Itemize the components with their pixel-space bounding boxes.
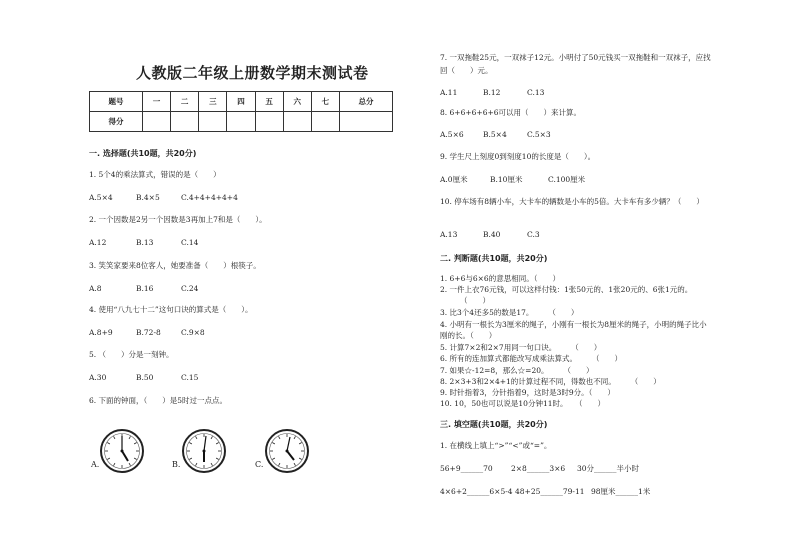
statement: 刚的长。（ ） — [440, 331, 497, 340]
statement: 8. 2×3+3和2×4+1的计算过程不同，得数也不同。 （ ） — [440, 377, 661, 386]
table-cell: 题号 — [90, 92, 143, 112]
question-text: 4. 使用“八九七十二”这句口诀的算式是（ ）。 — [89, 305, 253, 314]
statement: 2. 一件上衣76元钱，可以这样付钱：1张50元的、1张20元的、6张1元的。 — [440, 285, 693, 294]
fill-blank[interactable]: 2×8______3×6 — [511, 464, 566, 473]
score-table — [89, 91, 393, 132]
statement: 3. 比3个4还多5的数是17。 （ ） — [440, 308, 579, 317]
question-text: 5. （ ）分是一刻钟。 — [89, 350, 174, 359]
score-cell[interactable] — [283, 112, 311, 132]
question-text: 2. 一个因数是2另一个因数是3再加上7和是（ ）。 — [89, 215, 267, 224]
option: C.100厘米 — [548, 175, 586, 184]
question-text: 7. 一双拖鞋25元，一双袜子12元。小明付了50元钱买一双拖鞋和一双袜子，应找 — [440, 53, 711, 62]
option: C.9×8 — [181, 328, 205, 337]
score-cell[interactable] — [255, 112, 283, 132]
option: A.12 — [89, 238, 107, 247]
option: B.5×4 — [483, 130, 507, 139]
option: B.13 — [136, 238, 154, 247]
question-text: 10. 停车场有8辆小车，大卡车的辆数是小车的5倍。大卡车有多少辆？（ ） — [440, 197, 704, 206]
statement: 6. 所有的连加算式都能改写成乘法算式。 （ ） — [440, 354, 623, 363]
option: C.4+4+4+4+4 — [181, 193, 238, 202]
clock-icon — [99, 428, 145, 474]
question-text: 3. 笑笑家要来8位客人，她要准备（ ）根筷子。 — [89, 261, 261, 270]
score-table-header-row — [90, 92, 393, 112]
fill-blank[interactable]: 56+9______70 — [440, 464, 493, 473]
score-cell[interactable] — [199, 112, 227, 132]
option: B.72-8 — [136, 328, 161, 337]
table-cell: 总分 — [339, 92, 392, 112]
page-title: 人教版二年级上册数学期末测试卷 — [136, 64, 369, 82]
statement: 1. 6+6与6×6的意思相同。（ ） — [440, 274, 560, 283]
question-text: 1. 在横线上填上“>”“<”或“=”。 — [440, 441, 552, 450]
option: A.0厘米 — [440, 175, 468, 184]
table-cell: 五 — [255, 92, 283, 112]
fill-blank[interactable]: 98厘米______1米 — [591, 487, 651, 496]
option: B.12 — [483, 88, 501, 97]
statement: 10. 10，50也可以说是10分钟11时。 （ ） — [440, 399, 605, 408]
option: C.5×3 — [527, 130, 551, 139]
clock-icon — [181, 428, 227, 474]
section-heading: 三. 填空题(共10题，共20分) — [440, 420, 548, 429]
score-cell[interactable] — [171, 112, 199, 132]
option: A.5×4 — [89, 193, 113, 202]
statement: 5. 计算7×2和2×7用同一句口诀。 （ ） — [440, 343, 602, 352]
statement: （ ） — [460, 296, 490, 305]
clock-icon — [264, 428, 310, 474]
option: C.3 — [527, 230, 540, 239]
statement: 9. 时针指着3，分针指着9，这时是3时9分。（ ） — [440, 388, 615, 397]
option: A.5×6 — [440, 130, 464, 139]
option: C.15 — [181, 373, 199, 382]
table-cell: 二 — [171, 92, 199, 112]
statement: 7. 如果☆-12=8，那么☆=20。 （ ） — [440, 366, 594, 375]
score-cell[interactable] — [142, 112, 170, 132]
table-cell: 一 — [142, 92, 170, 112]
score-table-score-row — [90, 112, 393, 132]
table-cell: 四 — [227, 92, 255, 112]
option: B.40 — [483, 230, 501, 239]
option: A.8 — [89, 284, 102, 293]
option: C.14 — [181, 238, 199, 247]
score-cell[interactable] — [311, 112, 339, 132]
option: A.8+9 — [89, 328, 113, 337]
fill-blank[interactable]: 48+25______79-11 — [515, 487, 585, 496]
question-text: 8. 6+6+6+6+6可以用（ ）来计算。 — [440, 108, 582, 117]
question-text: 9. 学生尺上刻度0到刻度10的长度是（ ）。 — [440, 152, 596, 161]
table-cell: 七 — [311, 92, 339, 112]
option: B.16 — [136, 284, 154, 293]
table-cell: 六 — [283, 92, 311, 112]
option: B.50 — [136, 373, 154, 382]
option: A.11 — [440, 88, 458, 97]
section-heading: 二. 判断题(共10题，共20分) — [440, 254, 548, 263]
statement: 4. 小明有一根长为3厘米的绳子，小刚有一根长为8厘米的绳子，小明的绳子比小 — [440, 320, 707, 329]
question-text: 6. 下面的钟面，（ ）是5时过一点点。 — [89, 396, 228, 405]
score-cell[interactable] — [339, 112, 392, 132]
option: B.4×5 — [136, 193, 160, 202]
option: B.10厘米 — [490, 175, 523, 184]
fill-blank[interactable]: 30分______半小时 — [577, 464, 640, 473]
option: A.13 — [440, 230, 458, 239]
option: C.24 — [181, 284, 199, 293]
fill-blank[interactable]: 4×6+2______6×5-4 — [440, 487, 513, 496]
section-heading: 一. 选择题(共10题，共20分) — [89, 149, 197, 158]
question-text: 回（ ）元。 — [440, 66, 493, 75]
score-cell[interactable] — [227, 112, 255, 132]
question-text: 1. 5个4的乘法算式，错误的是（ ） — [89, 170, 221, 179]
option-label: C. — [255, 460, 264, 469]
option: C.13 — [527, 88, 545, 97]
table-cell: 得分 — [90, 112, 143, 132]
option: A.30 — [89, 373, 107, 382]
option-label: A. — [91, 460, 100, 469]
table-cell: 三 — [199, 92, 227, 112]
option-label: B. — [172, 460, 181, 469]
